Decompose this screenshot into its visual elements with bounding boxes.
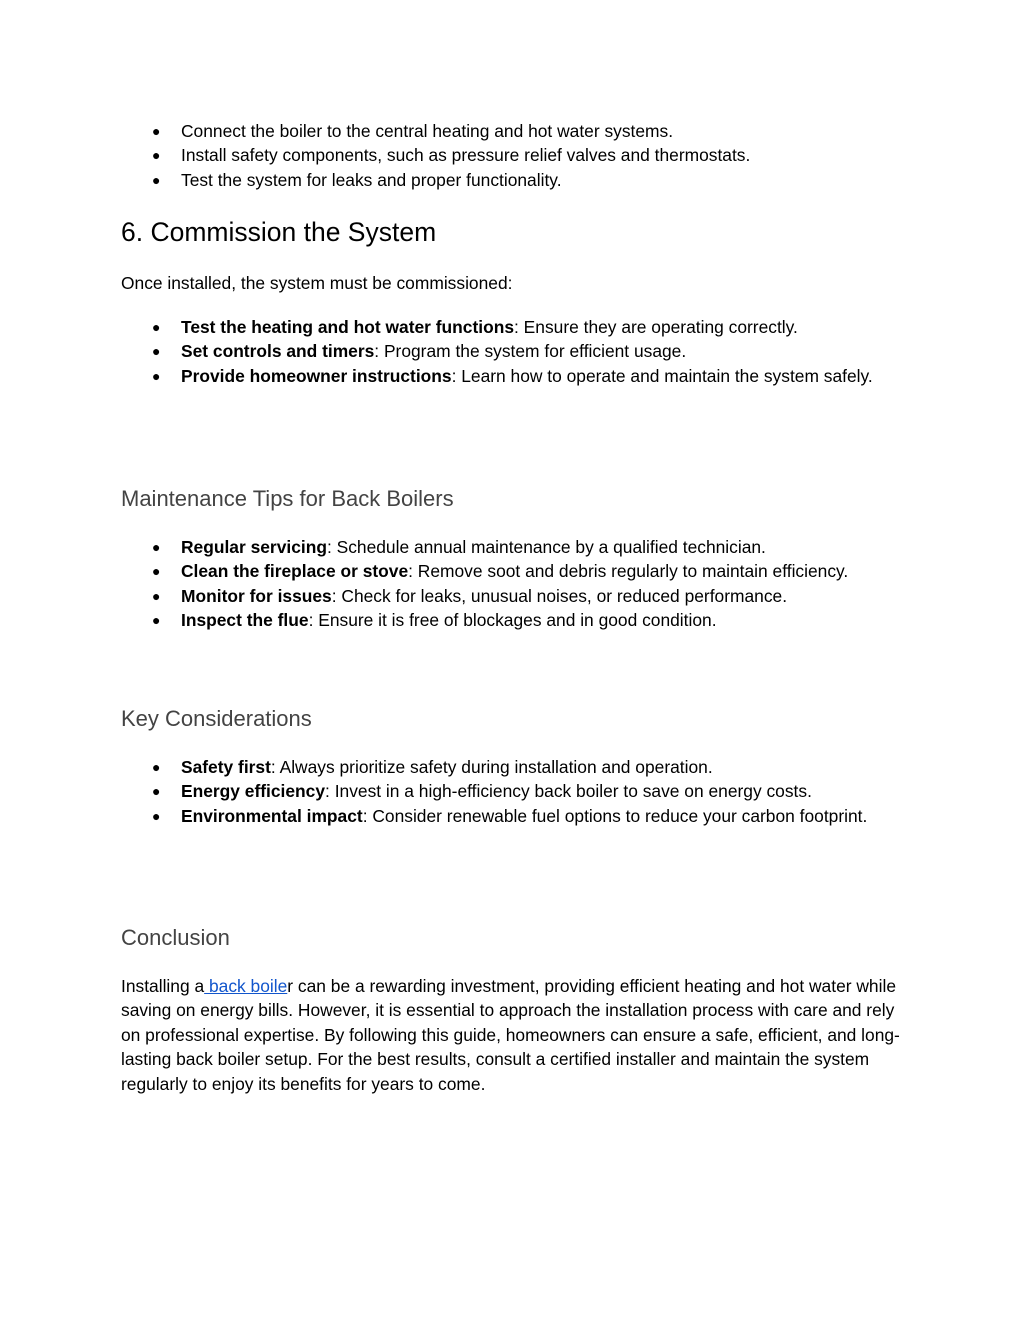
conclusion-text-rest: r can be a rewarding investment, providing efficient heating and hot water while saving on energy bills. However, it is essential to approach the installation process with care and rely on professional expertise. By following this guide, homeowners can ensure a safe, efficient, and long-lasting back boiler setup. For the best results, consult a certified installer and maintain the system regularly to enjoy its benefits for years to come.	[121, 976, 900, 1094]
conclusion-text-start: Installing a	[121, 976, 205, 996]
list-item-text: : Ensure they are operating correctly.	[514, 317, 798, 337]
list-item-title: Regular servicing	[181, 537, 327, 557]
back-boiler-link[interactable]: back boile	[204, 976, 288, 996]
bullet-icon: ●	[152, 612, 161, 629]
list-item	[121, 119, 911, 143]
list-item-text: : Consider renewable fuel options to reduce your carbon footprint.	[362, 805, 868, 826]
list-item	[121, 755, 911, 779]
considerations-list	[121, 755, 911, 828]
commission-section	[121, 216, 911, 248]
list-item-title: Environmental impact	[181, 805, 363, 826]
conclusion-section	[121, 924, 911, 952]
list-item-text: : Schedule annual maintenance by a qualified technician.	[326, 537, 766, 557]
list-item-text: : Remove soot and debris regularly to maintain efficiency.	[408, 561, 849, 582]
list-item	[121, 535, 911, 559]
installation-steps-list-container	[121, 119, 911, 192]
commission-intro-container	[121, 271, 911, 295]
bullet-icon: ●	[152, 807, 161, 824]
list-item	[121, 168, 911, 192]
list-item-title: Inspect the flue	[181, 610, 309, 631]
installation-steps-list	[121, 119, 911, 192]
list-item	[121, 779, 911, 803]
commission-list-container	[121, 315, 911, 388]
list-item-title: Monitor for issues	[181, 585, 332, 606]
bullet-icon: ●	[152, 171, 161, 188]
list-item	[121, 559, 911, 583]
maintenance-section	[121, 485, 911, 513]
bullet-icon: ●	[152, 759, 161, 775]
list-item	[121, 584, 911, 608]
bullet-icon: ●	[152, 367, 161, 384]
bullet-icon: ●	[152, 783, 161, 800]
list-item-text: : Ensure it is free of blockages and in good condition.	[308, 610, 717, 631]
bullet-icon: ●	[152, 587, 161, 604]
conclusion-paragraph	[121, 974, 911, 1096]
maintenance-list	[121, 535, 911, 633]
conclusion-paragraph-container	[121, 974, 911, 1096]
list-item	[121, 339, 911, 363]
list-item-title: Energy efficiency	[181, 781, 326, 802]
maintenance-list-container	[121, 535, 911, 633]
list-item-text: : Learn how to operate and maintain the system safely.	[451, 365, 873, 386]
list-item	[121, 143, 911, 167]
bullet-icon: ●	[152, 123, 161, 139]
list-item-title: Set controls and timers	[181, 341, 375, 362]
bullet-icon: ●	[152, 343, 161, 360]
list-item-text: : Always prioritize safety during installation and operation.	[270, 757, 713, 777]
bullet-icon: ●	[152, 563, 161, 580]
list-item-title: Provide homeowner instructions	[181, 365, 452, 386]
list-item-text: Test the system for leaks and proper functionality.	[181, 169, 562, 190]
list-item	[121, 364, 911, 388]
maintenance-heading: Maintenance Tips for Back Boilers	[121, 486, 454, 511]
list-item	[121, 608, 911, 632]
list-item-text: Connect the boiler to the central heating and hot water systems.	[181, 121, 674, 141]
considerations-section	[121, 705, 911, 733]
list-item	[121, 315, 911, 339]
commission-list	[121, 315, 911, 388]
list-item-text: : Invest in a high-efficiency back boiler to save on energy costs.	[325, 781, 812, 802]
list-item-text: : Check for leaks, unusual noises, or reduced performance.	[331, 585, 788, 606]
list-item-text: : Program the system for efficient usage.	[374, 341, 687, 362]
bullet-icon: ●	[152, 319, 161, 335]
commission-intro: Once installed, the system must be commissioned:	[121, 273, 513, 293]
bullet-icon: ●	[152, 539, 161, 555]
considerations-heading: Key Considerations	[121, 706, 312, 731]
list-item	[121, 804, 911, 828]
considerations-list-container	[121, 755, 911, 828]
list-item-title: Clean the fireplace or stove	[181, 561, 409, 582]
bullet-icon: ●	[152, 147, 161, 164]
list-item-title: Test the heating and hot water functions	[181, 317, 515, 337]
commission-heading: 6. Commission the System	[121, 217, 437, 247]
conclusion-heading: Conclusion	[121, 925, 230, 950]
list-item-text: Install safety components, such as pressure relief valves and thermostats.	[181, 145, 751, 166]
list-item-title: Safety first	[181, 757, 271, 777]
